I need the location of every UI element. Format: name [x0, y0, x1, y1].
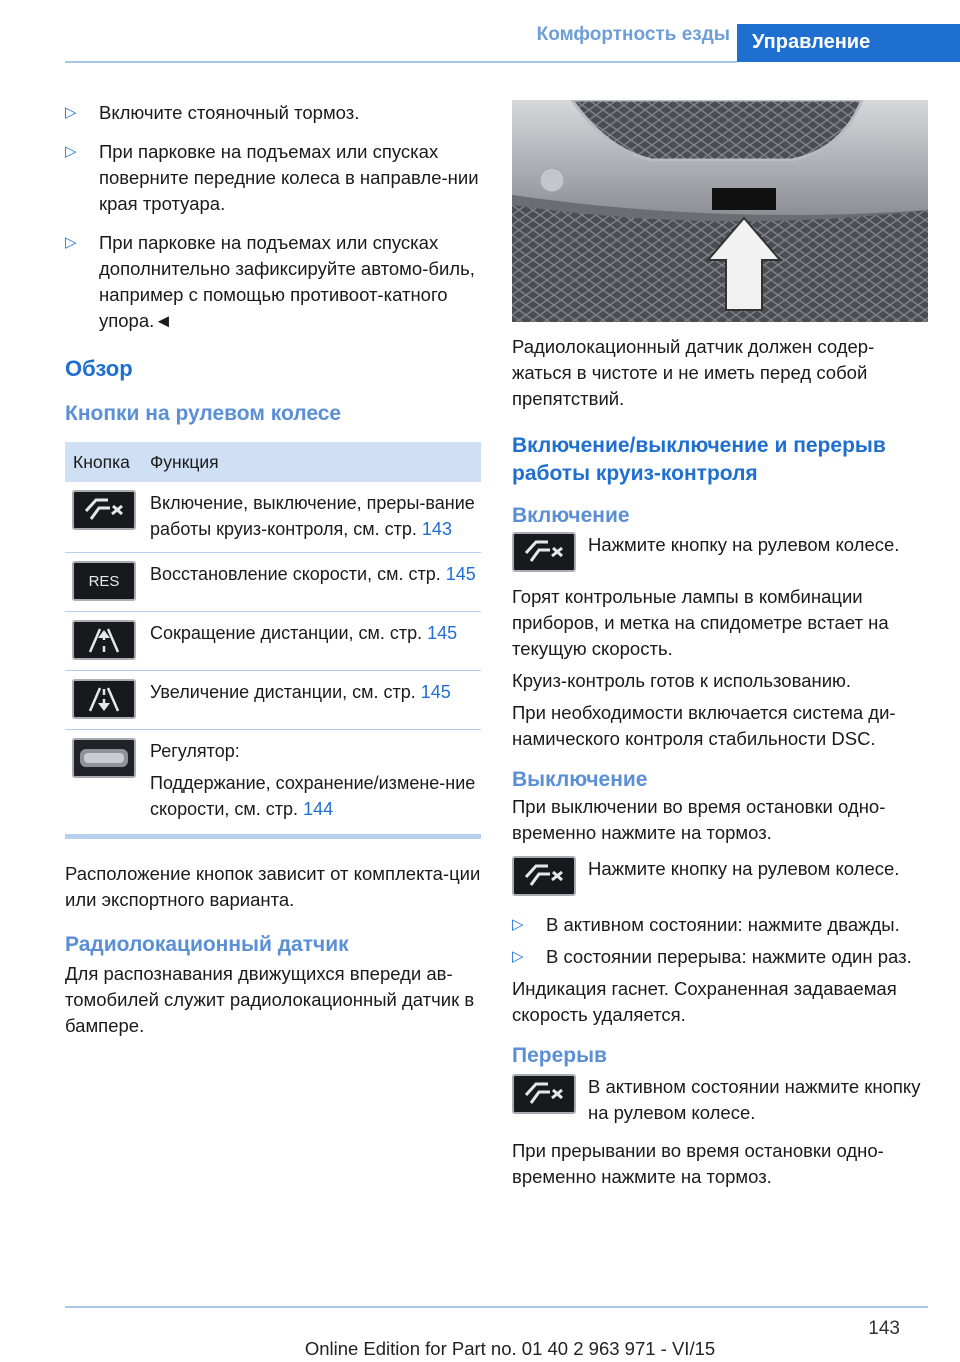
- paragraph: Горят контрольные лампы в комбинации приборов, и метка на спидометре встает на текущую скорость.: [512, 586, 889, 659]
- page-link[interactable]: 143: [421, 519, 452, 539]
- bullet-triangle-icon: ▷: [512, 916, 524, 933]
- heading-radar-sensor: Радиолокационный датчик: [65, 933, 349, 956]
- distance-decrease-icon: [72, 620, 136, 660]
- heading-switch-on: Включение: [512, 504, 630, 527]
- col-header-button: Кнопка: [73, 451, 130, 472]
- paragraph: Индикация гаснет. Сохраненная задаваемая скорость удаляется.: [512, 978, 897, 1025]
- header-rule: [65, 61, 737, 63]
- right-column: [512, 100, 928, 1190]
- page-header: [0, 0, 960, 62]
- bullet-triangle-icon: ▷: [65, 143, 77, 160]
- heading-switch-off: Выключение: [512, 768, 648, 791]
- list-item: ▷ При парковке на подъемах или спусках поверните передние колеса в направле-нии края тротуара.: [65, 141, 479, 214]
- instruction-line: Нажмите кнопку на рулевом колесе.: [512, 856, 928, 896]
- paragraph: Радиолокационный датчик должен содер-жаться в чистоте и не иметь перед собой препятствий.: [512, 336, 875, 409]
- table-row: Регулятор: Поддержание, сохранение/измене-ние скорости, см. стр. 144: [65, 730, 481, 835]
- table-row: Включение, выключение, преры-вание работы круиз-контроля, см. стр. 143: [65, 482, 481, 553]
- heading-pause: Перерыв: [512, 1044, 607, 1067]
- bullet-triangle-icon: ▷: [512, 948, 524, 965]
- edition-note: Online Edition for Part no. 01 40 2 963 971 - VI/15: [304, 1338, 716, 1359]
- distance-increase-icon: [72, 679, 136, 719]
- cruise-control-button-icon: [72, 490, 136, 530]
- page-link[interactable]: 145: [427, 623, 458, 643]
- table-row: RES Восстановление скорости, см. стр. 145: [65, 553, 481, 612]
- bullet-triangle-icon: ▷: [65, 234, 77, 251]
- page-link[interactable]: 145: [445, 564, 476, 584]
- paragraph: При необходимости включается система ди-намического контроля стабильности DSC.: [512, 702, 896, 749]
- table-header: [65, 442, 481, 482]
- instruction-line: В активном состоянии нажмите кнопку на рулевом колесе.: [512, 1074, 928, 1126]
- paragraph: Круиз-контроль готов к использованию.: [512, 670, 852, 691]
- heading-steering-buttons: Кнопки на рулевом колесе: [65, 402, 342, 425]
- rocker-switch-icon: [72, 738, 136, 778]
- section-title: Комфортность езды: [536, 24, 730, 45]
- instruction-line: Нажмите кнопку на рулевом колесе.: [512, 532, 928, 572]
- table-row: Сокращение дистанции, см. стр. 145: [65, 612, 481, 671]
- list-item: ▷ В активном состоянии: нажмите дважды.: [512, 912, 928, 938]
- heading-overview: Обзор: [65, 356, 133, 381]
- paragraph: При выключении во время остановки одно-временно нажмите на тормоз.: [512, 796, 886, 843]
- left-column: [65, 100, 481, 1039]
- list-item: ▷ Включите стояночный тормоз.: [65, 100, 481, 126]
- cruise-control-button-icon: [512, 856, 576, 896]
- page-number: 143: [868, 1318, 900, 1339]
- bullet-triangle-icon: ▷: [65, 104, 77, 121]
- paragraph: При прерывании во время остановки одно-временно нажмите на тормоз.: [512, 1140, 884, 1187]
- list-item: ▷ В состоянии перерыва: нажмите один раз.: [512, 944, 928, 970]
- chapter-tab: Управление: [737, 24, 960, 62]
- list-item: ▷ При парковке на подъемах или спусках дополнительно зафиксируйте автомо-биль, например с помощью противоот-катного упора.◄: [65, 232, 475, 331]
- buttons-table: [65, 442, 481, 839]
- heading-on-off-pause: Включение/выключение и перерыв работы круиз-контроля: [512, 434, 886, 485]
- res-button-icon: RES: [72, 561, 136, 601]
- col-header-function: Функция: [150, 451, 219, 472]
- footer-rule: [65, 1306, 928, 1308]
- bumper-radar-photo: [512, 100, 928, 322]
- cruise-control-button-icon: [512, 532, 576, 572]
- page-link[interactable]: 145: [420, 682, 451, 702]
- cruise-control-button-icon: [512, 1074, 576, 1114]
- table-row: Увеличение дистанции, см. стр. 145: [65, 671, 481, 730]
- paragraph: Расположение кнопок зависит от комплекта-ции или экспортного варианта.: [65, 863, 481, 910]
- table-bottom-rule: [65, 835, 481, 839]
- paragraph: Для распознавания движущихся впереди ав-томобилей служит радиолокационный датчик в бампере.: [65, 963, 475, 1036]
- page-link[interactable]: 144: [303, 799, 334, 819]
